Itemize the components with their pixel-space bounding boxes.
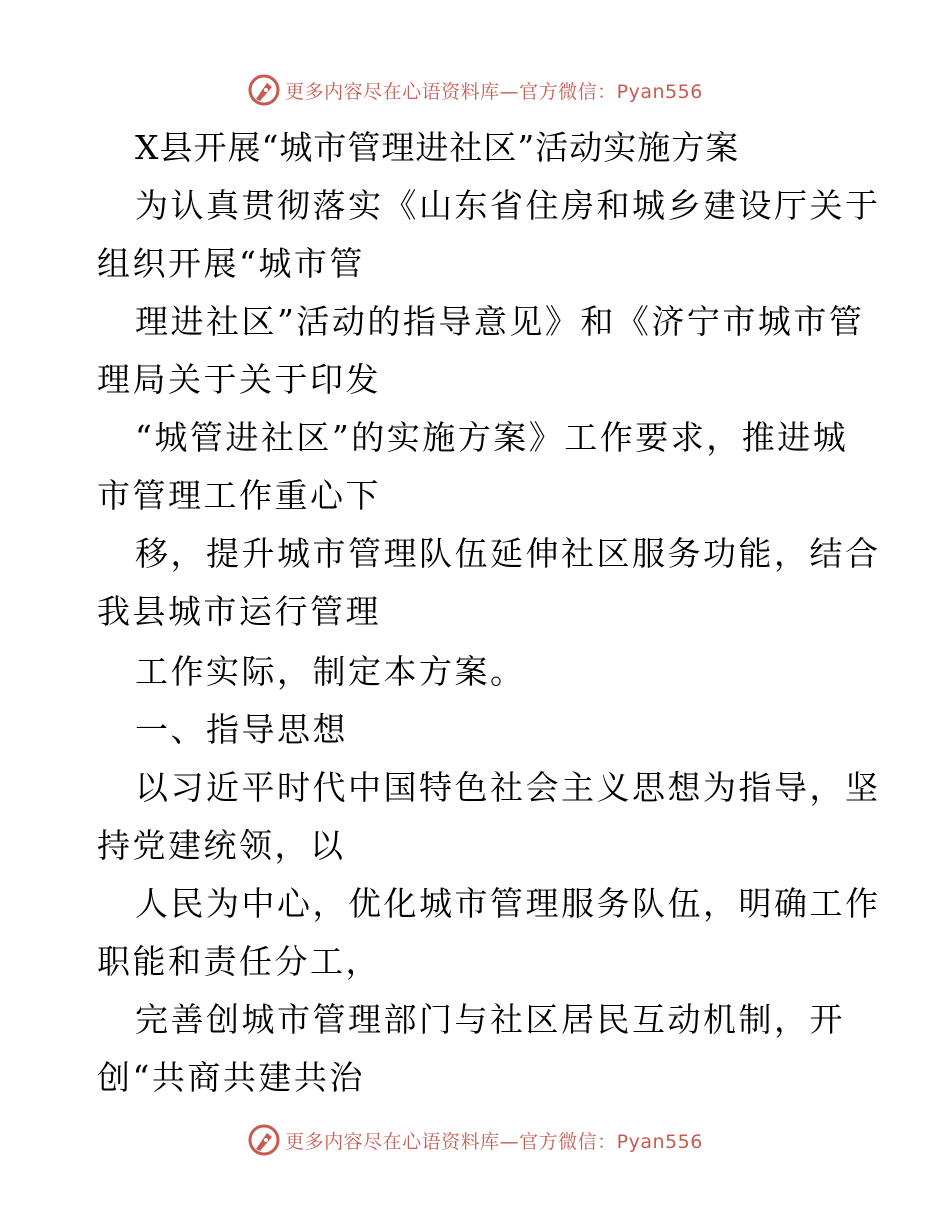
text-line: 创“共商共建共治 — [97, 1058, 365, 1097]
pen-nib-logo-icon — [247, 1123, 281, 1157]
banner-text: 更多内容尽在心语资料库—官方微信：Pyan556 — [285, 1130, 703, 1153]
text-line: 职能和责任分工， — [97, 942, 381, 981]
header-banner — [0, 70, 950, 110]
text-line: 市管理工作重心下 — [97, 476, 381, 515]
pen-nib-logo-icon — [247, 73, 281, 107]
text-line: 理进社区”活动的指导意见》和《济宁市城市管 — [135, 302, 865, 341]
text-line: 人民为中心，优化城市管理服务队伍，明确工作 — [135, 884, 881, 923]
text-line: “城管进社区”的实施方案》工作要求，推进城 — [135, 418, 849, 457]
document-title: X县开展“城市管理进社区”活动实施方案 — [135, 128, 740, 167]
text-line: 理局关于关于印发 — [97, 360, 381, 399]
text-line: 持党建统领，以 — [97, 826, 346, 865]
text-line: 为认真贯彻落实《山东省住房和城乡建设厅关于 — [135, 186, 881, 225]
text-line: 移，提升城市管理队伍延伸社区服务功能，结合 — [135, 534, 881, 573]
footer-banner — [0, 1120, 950, 1160]
text-line: 完善创城市管理部门与社区居民互动机制，开 — [135, 1000, 845, 1039]
text-line: 组织开展“城市管 — [97, 244, 365, 283]
text-line: 以习近平时代中国特色社会主义思想为指导，坚 — [135, 768, 881, 807]
banner-text: 更多内容尽在心语资料库—官方微信：Pyan556 — [285, 80, 703, 103]
section-heading: 一、指导思想 — [135, 710, 348, 749]
text-line: 工作实际，制定本方案。 — [135, 652, 526, 691]
text-line: 我县城市运行管理 — [97, 592, 381, 631]
